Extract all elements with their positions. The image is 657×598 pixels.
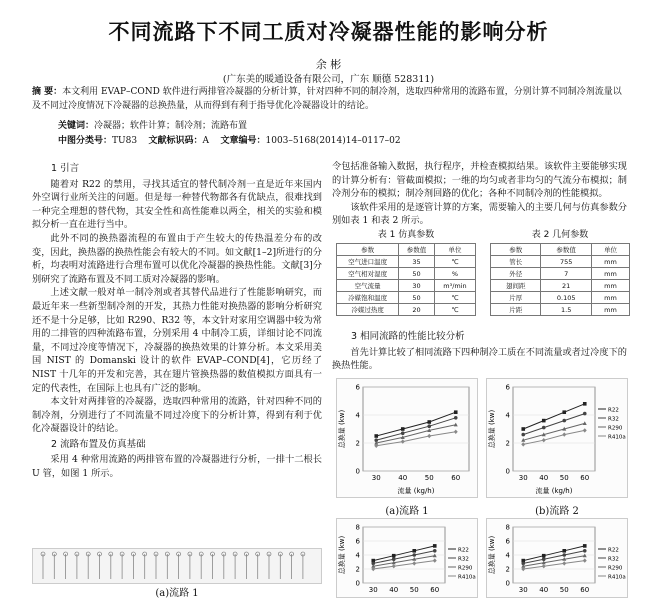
table-cell: 冷媒饱和温度 (337, 292, 399, 304)
data-point (562, 432, 566, 436)
y-tick-label: 2 (355, 439, 360, 448)
x-tick-label: 40 (539, 474, 549, 482)
paragraph: 采用 4 种常用流路的两排管布置的冷凝器进行分析，一排十二根长 U 管，如图 1 所示。 (32, 454, 322, 480)
y-tick-label: 6 (505, 537, 510, 546)
data-point (583, 412, 587, 416)
data-point (454, 416, 458, 420)
paper-title: 不同流路下不同工质对冷凝器性能的影响分析 (108, 20, 549, 44)
table-cell: 755 (541, 256, 591, 268)
data-point (454, 410, 458, 414)
legend-label: R22 (608, 407, 619, 414)
x-tick-label: 50 (424, 474, 434, 482)
affiliation: (广东美的暖通设备有限公司，广东 顺德 528311) (222, 74, 435, 85)
legend-label: R410a (458, 574, 476, 581)
abstract-label: 摘 要： (32, 87, 63, 97)
table-cell: 冷媒过热度 (337, 304, 399, 316)
y-axis-label: 总换量 (kw) (488, 409, 496, 449)
plot-area (363, 387, 469, 471)
data-point (562, 549, 566, 553)
data-point (392, 554, 396, 558)
series-line (376, 418, 456, 440)
data-point (542, 554, 546, 558)
table-row (491, 280, 630, 292)
legend-label: R32 (608, 556, 619, 563)
table-cell: 7 (541, 268, 591, 280)
doc-code-label: 文献标识码： (148, 136, 203, 146)
table-cell: 外径 (491, 268, 541, 280)
x-tick-label: 50 (409, 586, 419, 594)
table-cell: 1.5 (541, 304, 591, 316)
table-cell: 20 (399, 304, 435, 316)
keywords-text: 冷凝器；软件计算；制冷剂；流路布置 (94, 121, 248, 131)
data-point (433, 558, 437, 562)
legend-label: R410a (608, 574, 626, 581)
data-point (542, 426, 546, 430)
x-tick-label: 60 (580, 586, 590, 594)
y-tick-label: 6 (355, 537, 360, 546)
paragraph: 令包括准备输入数据，执行程序，并检查模拟结果。该软件主要能够实现的计算分析有：管截面模拟；一维的均匀或者非均匀的气流分布模拟；制冷剂分布的模拟；制冷剂回路的优化；各种不同制冷剂的性能模拟。 (332, 161, 627, 200)
data-point (401, 431, 405, 435)
y-tick-label: 0 (505, 467, 510, 476)
table-cell: 管长 (491, 256, 541, 268)
figure-1-flow-diagram (32, 548, 322, 584)
legend-label: R22 (608, 547, 619, 554)
clc-label: 中图分类号： (58, 136, 113, 146)
x-axis-label: 流量 (kg/h) (397, 487, 435, 495)
table-row (491, 292, 630, 304)
section-heading: 1 引言 (51, 163, 80, 174)
data-point (542, 564, 546, 568)
right-column-bottom (332, 328, 627, 373)
data-point (454, 423, 458, 427)
keywords (58, 118, 247, 131)
y-tick-label: 0 (505, 579, 510, 588)
y-tick-label: 2 (505, 439, 510, 448)
article-no-label: 文章编号： (220, 136, 266, 146)
series-line (373, 546, 435, 561)
data-point (374, 434, 378, 438)
data-point (562, 561, 566, 565)
series-line (376, 412, 456, 436)
data-point (427, 420, 431, 424)
table-header-cell: 单位 (434, 244, 475, 256)
abstract (32, 86, 630, 113)
table-1-caption: 表 1 仿真参数 (377, 230, 435, 240)
legend-label: R22 (458, 547, 469, 554)
data-point (583, 402, 587, 406)
chart-a-caption: (a)流路 1 (385, 506, 429, 517)
data-point (521, 433, 525, 437)
table-cell: 50 (399, 292, 435, 304)
y-tick-label: 0 (355, 467, 360, 476)
table-row (337, 256, 476, 268)
plot-area (513, 387, 595, 471)
table-cell: mm (591, 304, 629, 316)
x-tick-label: 40 (539, 586, 549, 594)
left-column (32, 160, 322, 481)
table-cell: 片距 (491, 304, 541, 316)
series-line (523, 546, 585, 561)
y-axis-label: 总换量 (kw) (338, 535, 346, 575)
chart-b (486, 378, 628, 498)
keywords-label: 关键词： (58, 121, 95, 131)
data-point (583, 428, 587, 432)
table-header-cell: 参数 (337, 244, 399, 256)
x-tick-label: 60 (430, 586, 440, 594)
chart-d (486, 518, 628, 598)
chart-b-caption: (b)流路 2 (535, 506, 579, 517)
table-row (337, 280, 476, 292)
section-heading: 2 流路布置及仿真基础 (51, 438, 146, 450)
y-tick-label: 4 (355, 551, 360, 560)
data-point (542, 438, 546, 442)
table-row (337, 292, 476, 304)
table-header-cell: 参数 (491, 244, 541, 256)
data-point (454, 430, 458, 434)
data-point (392, 557, 396, 561)
data-point (392, 564, 396, 568)
y-tick-label: 6 (355, 383, 360, 392)
table-row (491, 268, 630, 280)
table-header-cell: 参数值 (399, 244, 435, 256)
y-tick-label: 0 (355, 579, 360, 588)
table-header-cell: 参数值 (541, 244, 591, 256)
x-tick-label: 30 (371, 474, 381, 482)
legend-label: R32 (608, 416, 619, 423)
table-cell: % (434, 268, 475, 280)
legend-label: R32 (458, 556, 469, 563)
paragraph: 本文针对两排管的冷凝器，选取四种常用的流路，针对四种不同的制冷剂，分别进行了不同流量不同过冷度下的分析计算，得到有利于优化冷凝器设计的结论。 (32, 396, 322, 435)
data-point (427, 424, 431, 428)
y-tick-label: 8 (355, 523, 360, 532)
data-point (433, 554, 437, 558)
data-point (412, 549, 416, 553)
data-point (583, 554, 587, 558)
paragraph: 随着对 R22 的禁用，寻找其适宜的替代制冷剂一直是近年来国内外空调行业所关注的问题。但是每一种替代物都各有优缺点，很难找到一种完全理想的替代物，其安全性和高性能难以两全，相关的实验和模拟分析一直在进行当中。 (32, 178, 322, 231)
x-axis-label: 流量 (kg/h) (535, 487, 573, 495)
y-axis-label: 总换量 (kw) (488, 535, 496, 575)
classification-line (58, 133, 401, 146)
table-cell: 0.105 (541, 292, 591, 304)
data-point (542, 419, 546, 423)
data-point (433, 549, 437, 553)
data-point (583, 421, 587, 425)
chart-c (336, 518, 478, 598)
table-cell: 30 (399, 280, 435, 292)
paragraph: 此外不同的换热器流程的布置由于产生较大的传热温差分布的改变，因此，换热器的换热性能会有较大的不同。如文献[1–2]所进行的分析，均表明对流路进行合理布置可以优化冷凝器的换热性能。文献[3]分别研究了流路布置及不同工质对冷凝器的影响。 (32, 232, 322, 285)
x-tick-label: 40 (389, 586, 399, 594)
data-point (583, 558, 587, 562)
y-tick-label: 6 (505, 383, 510, 392)
right-column-top (332, 160, 627, 228)
paragraph: 该软件采用的是逐管计算的方案，需要输入的主要几何与仿真参数分别如表 1 和表 2 所示。 (332, 201, 627, 227)
table-cell: 50 (399, 268, 435, 280)
data-point (412, 553, 416, 557)
clc-value: TU83 (112, 136, 138, 146)
table-cell: mm (591, 268, 629, 280)
table-1 (336, 227, 476, 316)
y-tick-label: 8 (505, 523, 510, 532)
table-cell: mm (591, 256, 629, 268)
paragraph: 上述文献一般对单一制冷剂或者其替代品进行了性能影响研究，而最近年来一些新型制冷剂的开发，其热力性能对换热器的影响分析研究还不是十分足够，比如 R290、R32 等，本文针对家用空调器中较为常用的二排管的四种流路布置，分别采用 4 中制冷工质，详细讨论不同流量，不同过冷度等情况下，冷凝器的换热效果的计算分析。本文采用美国 NIST 的 Domanski 设计的软件 EVAP–COND[4]，它历经了 NIST 十几年的开发和完善，其在翅片管换热器的数值模拟方面具有一定的代表性，在国际上也具有广泛的影响。 (32, 287, 322, 394)
y-axis-label: 总换量 (kw) (338, 409, 346, 449)
legend-label: R290 (608, 425, 623, 432)
y-tick-label: 4 (505, 411, 510, 420)
legend-label: R290 (458, 565, 473, 572)
table-cell: 35 (399, 256, 435, 268)
data-point (583, 544, 587, 548)
table-cell: ℃ (434, 292, 475, 304)
table-row (491, 304, 630, 316)
table-cell: 片厚 (491, 292, 541, 304)
data-point (583, 549, 587, 553)
x-tick-label: 50 (559, 586, 569, 594)
y-tick-label: 2 (355, 565, 360, 574)
table-row (337, 268, 476, 280)
abstract-text: 本文利用 EVAP–COND 软件进行两排管冷凝器的分析计算，针对四种不同的制冷剂，选取四种常用的流路布置，分别计算不同制冷剂流量以及不同过冷度情况下冷凝器的总换热量，从而得到有利于指导优化冷凝器设计的结论。 (32, 87, 622, 111)
table-cell: mm (591, 292, 629, 304)
article-no-value: 1003–5168(2014)14–0117–02 (265, 136, 401, 146)
figure-1-caption: (a)流路 1 (155, 588, 199, 598)
data-point (433, 544, 437, 548)
table-row (337, 304, 476, 316)
data-point (401, 427, 405, 431)
table-cell: 翅间距 (491, 280, 541, 292)
chart-a (336, 378, 478, 498)
table-cell: 空气进口温度 (337, 256, 399, 268)
y-tick-label: 4 (505, 551, 510, 560)
doc-code-value: A (202, 136, 210, 146)
table-2 (490, 227, 630, 316)
table-cell: 空气相对湿度 (337, 268, 399, 280)
paragraph: 首先计算比较了相同流路下四种制冷工质在不同流量或者过冷度下的换热性能。 (332, 346, 627, 372)
x-tick-label: 30 (518, 474, 528, 482)
data-point (427, 434, 431, 438)
data-point (412, 561, 416, 565)
table-row (491, 256, 630, 268)
x-tick-label: 60 (580, 474, 590, 482)
table-header-cell: 单位 (591, 244, 629, 256)
table-cell: 空气流量 (337, 280, 399, 292)
y-tick-label: 2 (505, 565, 510, 574)
data-point (562, 410, 566, 414)
author: 余 彬 (315, 58, 342, 71)
data-point (562, 419, 566, 423)
y-tick-label: 4 (355, 411, 360, 420)
x-tick-label: 30 (518, 586, 528, 594)
legend-label: R290 (608, 565, 623, 572)
x-tick-label: 40 (398, 474, 408, 482)
data-point (562, 553, 566, 557)
section-heading: 3 相同流路的性能比较分析 (351, 331, 465, 342)
x-tick-label: 30 (368, 586, 378, 594)
data-point (521, 427, 525, 431)
table-cell: m³/min (434, 280, 475, 292)
table-cell: ℃ (434, 304, 475, 316)
legend-label: R410a (608, 434, 626, 441)
table-cell: 21 (541, 280, 591, 292)
table-cell: ℃ (434, 256, 475, 268)
x-tick-label: 60 (451, 474, 461, 482)
data-point (542, 557, 546, 561)
table-2-caption: 表 2 几何参数 (531, 230, 589, 240)
x-tick-label: 50 (559, 474, 569, 482)
table-cell: mm (591, 280, 629, 292)
